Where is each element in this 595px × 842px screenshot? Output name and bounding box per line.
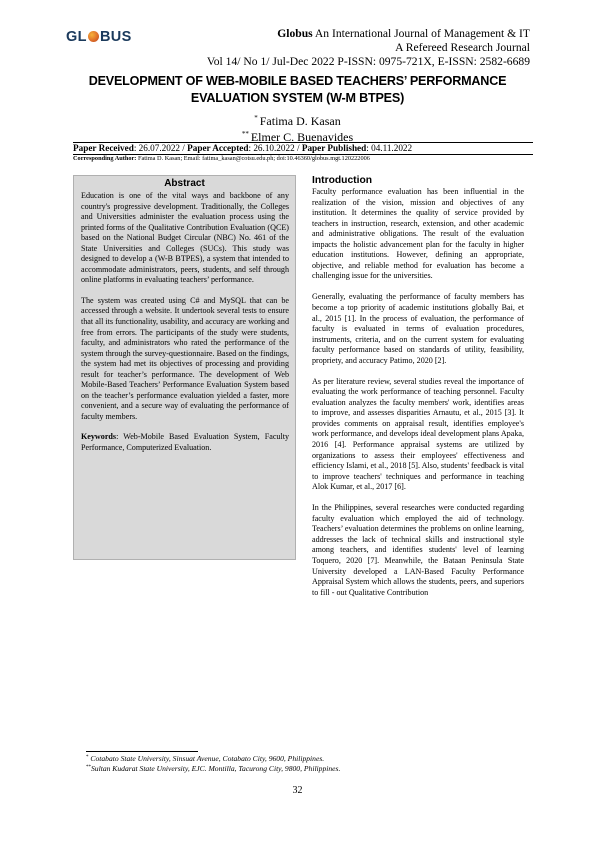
paper-dates: Paper Received: 26.07.2022 / Paper Accepted: 26.10.2022 / Paper Published: 04.11.2022 <box>73 143 413 153</box>
intro-paragraph: As per literature review, several studies reveal the importance of evaluating the work performance of teaching personnel. Faculty evaluation analyzes the faculty members' work, identifies areas to improve, and assesses disparities Arnautu, et al., 2015 [3]. It provides comments on appraisal result, identifies employee's work performance, and develops ideal development plans Apaka, 2016 [4]. Performance appraisal systems are utilized by organizations to assess their employees' effectiveness and efficiency Islami, et al., 2018 [5]. Also, students' feedback is vital to improve teachers' techniques and performance in teaching Alok Kumar, et al., 2017 [6]. <box>312 376 524 492</box>
paper-title: DEVELOPMENT OF WEB-MOBILE BASED TEACHERS’ PERFORMANCE EVALUATION SYSTEM (W-M BTPES) <box>88 74 507 105</box>
globe-icon <box>88 31 99 42</box>
journal-volume-issn: Vol 14/ No 1/ Jul-Dec 2022 P-ISSN: 0975-721X, E-ISSN: 2582-6689 <box>206 55 530 68</box>
journal-name: Globus An International Journal of Management & IT <box>277 27 530 40</box>
abstract-body <box>81 191 289 464</box>
introduction-body <box>312 187 524 609</box>
abstract-paragraph: The system was created using C# and MySQL that can be accessed through a website. It undertook several tests to ensure that all its functionality, usability, and accuracy are working and free from errors. The participants of the study were students, faculty, and administrators who rated the performance of the system through the survey-questionnaire. Based on the findings, the system had met its objectives of processing and providing result for teacher’s performance. The development of Web Mobile-Based Teachers’ Performance Evaluation System based on the teacher’s performance evaluation yielded a faster, more convenient, and a secure way of evaluating the performance of faculty members. <box>81 295 289 421</box>
intro-paragraph: Generally, evaluating the performance of faculty members has become a top priority of academic institutions globally Bai, et al., 2015 [1]. In the process of evaluation, the performance of faculty is evaluated in terms of evaluation procedures, instruments, criteria, and on the current system for evaluating faculty performance based on standards of utility, feasibility, propriety, and accuracy Patimo, 2020 [2]. <box>312 292 524 365</box>
author-1: * Fatima D. Kasan <box>254 114 341 128</box>
keywords: Keywords: Web-Mobile Based Evaluation System, Faculty Performance, Computerized Evaluation. <box>81 432 289 453</box>
author-2: ** Elmer C. Buenavides <box>241 130 354 144</box>
footnote-divider <box>86 751 198 752</box>
journal-refereed: A Refereed Research Journal <box>395 41 530 54</box>
abstract-heading: Abstract <box>164 178 205 189</box>
intro-paragraph: In the Philippines, several researches were conducted regarding faculty evaluation which employed the aid of technology. Teachers’ evaluation determines the problems on online learning, addresses the lack of technical skills and instructional style among teachers, and identifies students' level of learning Toquero, 2020 [7]. Meanwhile, the Bataan Peninsula State University developed a LAN-Based Faculty Performance Appraisal System which allows the students, peers, and superiors to fill - out Qualitative Contribution <box>312 503 524 597</box>
intro-paragraph: Faculty performance evaluation has been influential in the realization of the vision, mission and objectives of any institution. It determines the quality of service provided by teachers in instruction, research, extension, and other academic and administrative obligations. The result of the evaluation impacts the holistic advancement plan for the faculty in higher education institutions. However, defining an appropriate, objective, and reliable method for evaluation has become a challenging issue for the universities. <box>312 187 524 281</box>
footnote-2: **Sultan Kudarat State University, EJC. Montilla, Tacurong City, 9800, Philippines. <box>86 764 341 773</box>
abstract-paragraph: Education is one of the vital ways and backbone of any country's progressive development. Traditionally, the Colleges and Universities administer the evaluation process using the printed forms of the Qualitative Contribution Evaluation (QCE) based on the National Budget Circular (NBC) No. 461 of the State Universities and Colleges (SUCs). This study was designed to develop a (W-B BTPES), a system that intended to accommodate administrators, peers, students, and self through online platforms in evaluating teachers’ performance. <box>81 191 289 285</box>
footnote-1: * Cotabato State University, Sinsuat Avenue, Cotabato City, 9600, Philippines. <box>86 754 325 763</box>
introduction-heading: Introduction <box>312 175 373 186</box>
corresponding-author: Corresponding Author: Fatima D. Kasan; Email: fatima_kasan@cotsu.edu.ph; doi:10.46360/globus.mgt.120222006 <box>73 155 370 162</box>
page-number: 32 <box>292 785 303 796</box>
journal-logo: GL BUS <box>66 29 132 45</box>
